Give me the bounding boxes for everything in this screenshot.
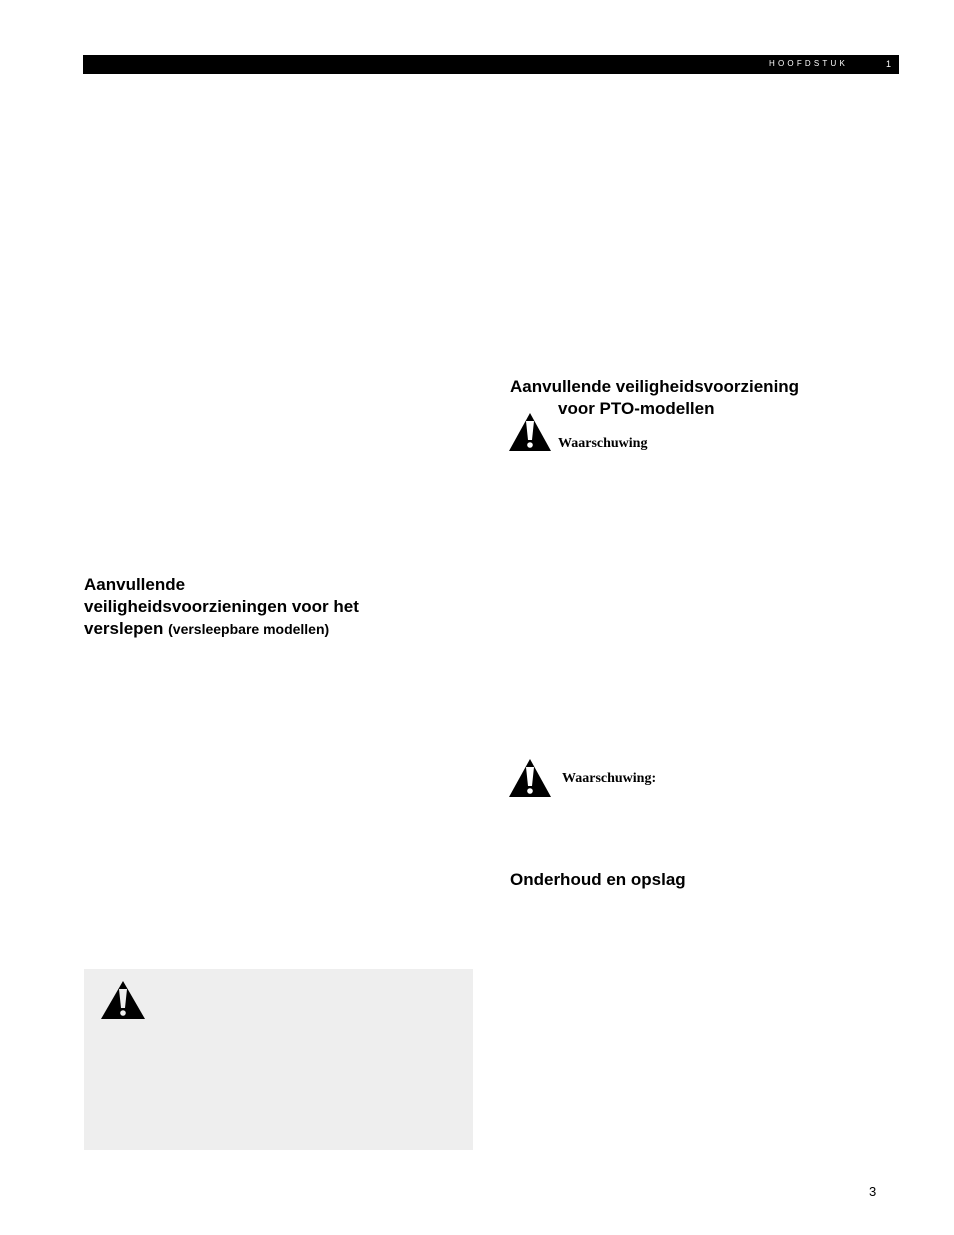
chapter-header-bar xyxy=(83,55,899,74)
pto-heading-line2: voor PTO-modellen xyxy=(558,399,715,418)
maintenance-section-heading: Onderhoud en opslag xyxy=(510,870,686,889)
towing-heading-line3 xyxy=(84,618,359,640)
pto-warning2-label: Waarschuwing: xyxy=(562,771,657,786)
pto-warning-label: Waarschuwing xyxy=(558,436,648,451)
warning-triangle-icon xyxy=(508,757,552,798)
warning-box xyxy=(84,969,473,1150)
towing-heading-line1: Aanvullende xyxy=(84,575,186,594)
pto-heading-line1: Aanvullende veiligheidsvoorziening xyxy=(510,377,800,396)
page-number: 3 xyxy=(869,1184,877,1199)
pto-section-heading xyxy=(510,376,799,420)
towing-section-heading xyxy=(84,574,359,640)
towing-heading-line2: veiligheidsvoorzieningen voor het xyxy=(84,597,359,616)
warning-triangle-icon xyxy=(508,411,552,452)
chapter-label: HOOFDSTUK xyxy=(769,59,849,68)
chapter-number: 1 xyxy=(886,59,892,69)
towing-heading-word: verslepen xyxy=(84,619,164,638)
towing-heading-suffix: (versleepbare modellen) xyxy=(168,621,330,637)
warning-triangle-icon xyxy=(100,980,146,1020)
